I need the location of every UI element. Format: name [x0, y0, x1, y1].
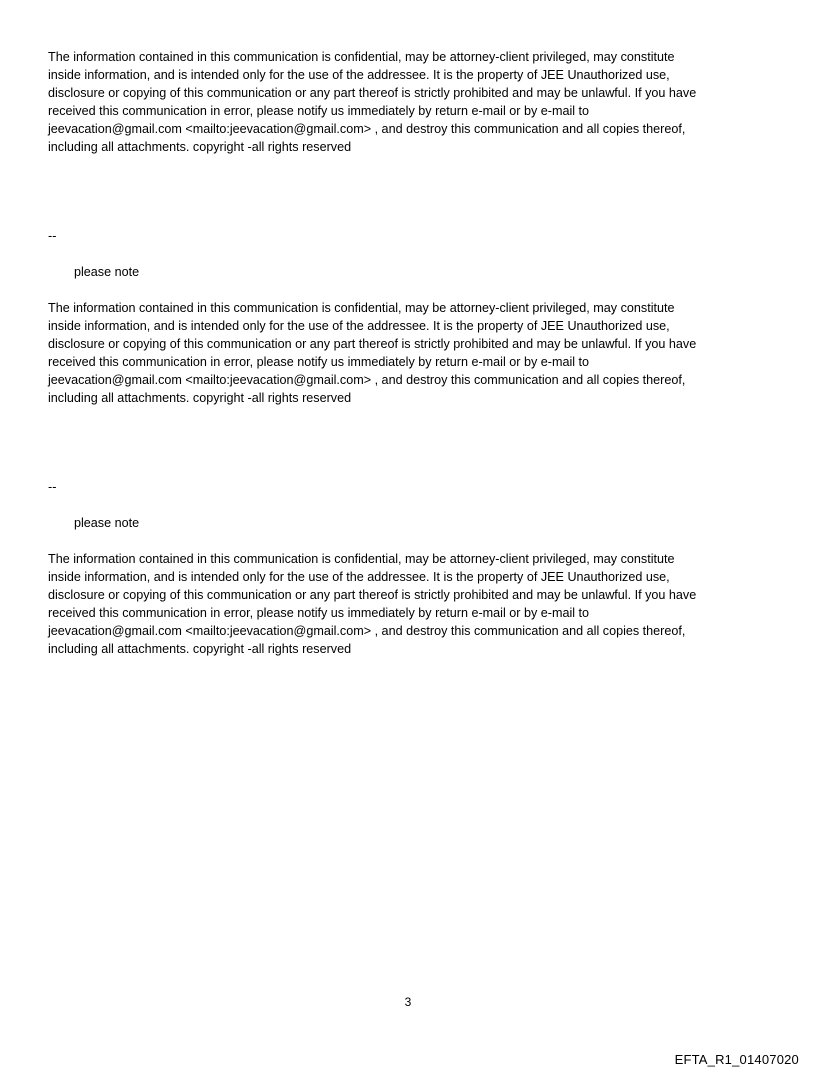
please-note-1: please note — [74, 265, 140, 279]
document-id-stamp: EFTA_R1_01407020 — [674, 1052, 799, 1067]
signature-separator-1: -- — [48, 229, 57, 243]
confidentiality-disclaimer-1: The information contained in this communication is confidential, may be attorney-client privileged, may constitute inside information, and is intended only for the use of the addressee. It is the property of JEE Unauthorized use, disclosure or copying of this communication or any part thereof is strictly prohibited and may be unlawful. If you have received this communication in error, please notify us immediately by return e-mail or by e-mail to jeevacation@gmail.com <mailto:jeevacation@gmail.com> , and destroy this communication and all copies thereof, including all attachments. copyright -all rights reserved — [48, 50, 697, 154]
please-note-2: please note — [74, 516, 140, 530]
confidentiality-disclaimer-3: The information contained in this communication is confidential, may be attorney-client privileged, may constitute inside information, and is intended only for the use of the addressee. It is the property of JEE Unauthorized use, disclosure or copying of this communication or any part thereof is strictly prohibited and may be unlawful. If you have received this communication in error, please notify us immediately by return e-mail or by e-mail to jeevacation@gmail.com <mailto:jeevacation@gmail.com> , and destroy this communication and all copies thereof, including all attachments. copyright -all rights reserved — [48, 552, 697, 656]
signature-separator-2: -- — [48, 480, 57, 494]
confidentiality-disclaimer-2: The information contained in this communication is confidential, may be attorney-client privileged, may constitute inside information, and is intended only for the use of the addressee. It is the property of JEE Unauthorized use, disclosure or copying of this communication or any part thereof is strictly prohibited and may be unlawful. If you have received this communication in error, please notify us immediately by return e-mail or by e-mail to jeevacation@gmail.com <mailto:jeevacation@gmail.com> , and destroy this communication and all copies thereof, including all attachments. copyright -all rights reserved — [48, 301, 697, 405]
page-number: 3 — [404, 995, 412, 1009]
